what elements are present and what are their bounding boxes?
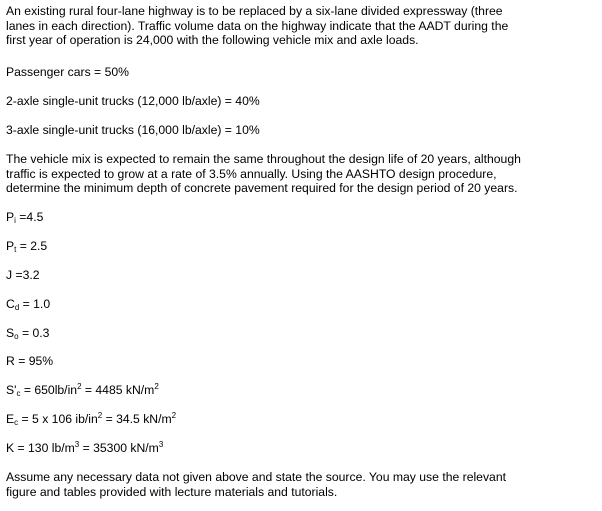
growth-line-2: traffic is expected to grow at a rate of 3.5% annually. Using the AASHTO design procedure, xyxy=(6,166,497,181)
param-ec: $E_c = 5$ x 106 $ib/in^2 = 34.5$ $kN/m^2$ xyxy=(6,411,177,427)
growth-paragraph xyxy=(6,152,521,196)
growth-line-3: determine the minimum depth of concrete pavement required for the design period of 20 years. xyxy=(6,181,518,196)
intro-line-2: lanes in each direction). Traffic volume data on the highway indicate that the AADT during the xyxy=(6,18,509,33)
intro-line-3: first year of operation is 24,000 with the following vehicle mix and axle loads. xyxy=(6,33,419,48)
intro-paragraph xyxy=(6,4,508,48)
param-so: $S_o = 0.3$ xyxy=(6,326,50,341)
vehicle-mix-2-axle: 2-axle single-unit trucks (12,000 lb/axle) = 40% xyxy=(6,94,260,108)
closing-paragraph xyxy=(6,470,506,499)
param-cd: $C_d = 1.0$ xyxy=(6,297,51,312)
closing-line-2: figure and tables provided with lecture materials and tutorials. xyxy=(6,484,338,499)
param-sc: $S'_c = 650lb/in^2 = 4485$ $kN/m^2$ xyxy=(6,382,159,398)
param-r: R = 95% xyxy=(6,354,54,368)
vehicle-mix-passenger: Passenger cars = 50% xyxy=(6,65,129,79)
param-pi: $P_i =4.5$ xyxy=(6,210,44,225)
param-k: K = 130 $lb/m^3 = 35300$ $kN/m^3$ xyxy=(6,440,164,455)
intro-line-1: An existing rural four-lane highway is to be replaced by a six-lane divided expressway (three xyxy=(6,4,503,18)
param-pt: $P_t = 2.5$ xyxy=(6,239,48,254)
closing-line-1: Assume any necessary data not given above and state the source. You may use the relevant xyxy=(6,470,507,484)
vehicle-mix-3-axle: 3-axle single-unit trucks (16,000 lb/axle) = 10% xyxy=(6,123,260,137)
param-j: J =3.2 xyxy=(6,268,40,282)
growth-line-1: The vehicle mix is expected to remain the same throughout the design life of 20 years, although xyxy=(6,152,521,166)
